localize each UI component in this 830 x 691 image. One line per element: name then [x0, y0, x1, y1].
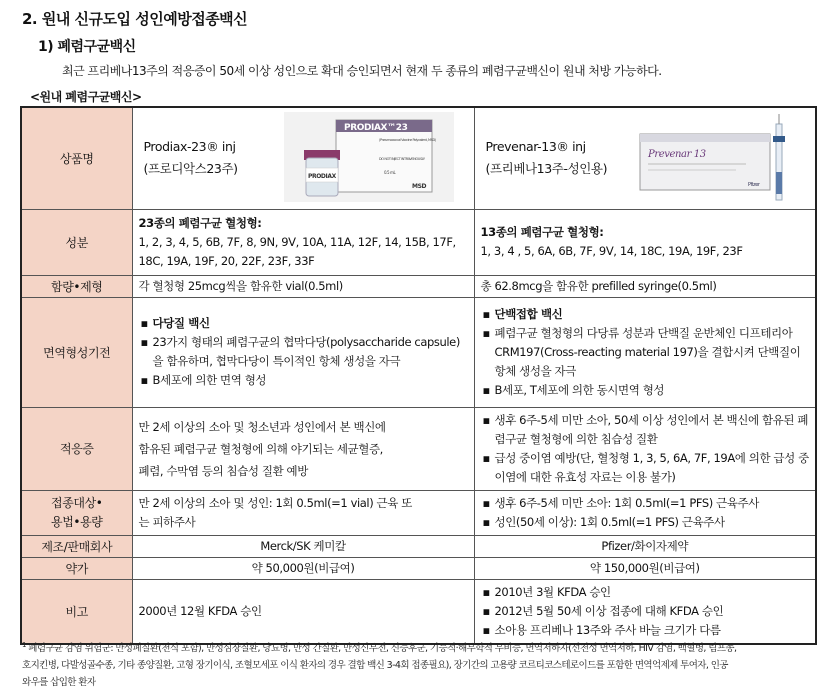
cell-prodiax-immunity — [132, 297, 474, 407]
row-immunity — [21, 297, 816, 407]
cell-prevenar-ingredient — [474, 209, 816, 275]
prodiax-box-brand: PRODIAX™23 — [343, 122, 407, 133]
row-target — [21, 490, 816, 535]
cell-prodiax-dosage: 각 혈청형 25mcg씩을 함유한 vial(0.5ml) — [132, 275, 474, 297]
prevenar-name: Prevenar-13® inj — [485, 139, 586, 155]
prodiax-target-line: 는 피하주사 — [138, 514, 196, 529]
label-indication: 적응증 — [21, 407, 132, 490]
subsection-heading: 1) 폐렴구균백신 — [38, 39, 136, 55]
prodiax-ingredient-line: 18C, 19A, 19F, 20, 22F, 23F, 33F — [138, 253, 315, 268]
list-item: ▪ 소아용 프리베나 13주와 주사 바늘 크기가 다름 — [481, 621, 810, 640]
cell-prodiax-price: 약 50,000원(비급여) — [132, 557, 474, 579]
prodiax-box-note: DO NOT INJECT INTRAVENOUSLY — [378, 156, 425, 161]
prevenar-box-brand: Prevenar 13 — [647, 148, 706, 160]
prodiax-vial-label: PRODIAX — [307, 172, 336, 180]
intro-paragraph: 최근 프리베나13주의 적응증이 50세 이상 성인으로 확대 승인되면서 현재 두 종류의 폐렴구균백신이 원내 처방 가능하다. — [62, 64, 662, 78]
list-item: ▪ 2010년 3월 KFDA 승인 — [481, 583, 810, 602]
table-caption: <원내 폐렴구균백신> — [30, 90, 142, 104]
cell-prevenar-maker: Pfizer/화이자제약 — [474, 535, 816, 557]
row-note — [21, 579, 816, 644]
cell-prodiax-maker: Merck/SK 케미칼 — [132, 535, 474, 557]
label-target — [21, 490, 132, 535]
list-item: ▪ 급성 중이염 예방(단, 혈청형 1, 3, 5, 6A, 7F, 19A에 의한 급성 중이염에 대한 유효성 자료는 이용 불가) — [481, 449, 810, 487]
row-ingredient — [21, 209, 816, 275]
cell-prevenar-price: 약 150,000원(비급여) — [474, 557, 816, 579]
prodiax-box-maker: MSD — [411, 182, 426, 190]
label-target-line1: 접종대상• — [51, 495, 103, 510]
cell-prodiax-ingredient — [132, 209, 474, 275]
cell-prevenar-indication — [474, 407, 816, 490]
list-item: ▪ 폐렴구균 혈청형의 다당류 성분과 단백질 운반체인 디프테리아 CRM197(Cross-reacting material 197)을 결합시켜 단백질이 항체 생성을 자극 — [481, 324, 810, 381]
prodiax-product-image — [284, 112, 454, 205]
section-heading: 2. 원내 신규도입 성인예방접종백신 — [22, 10, 248, 28]
list-item: ▪ 생후 6주-5세 미만 소아: 1회 0.5ml(=1 PFS) 근육주사 — [481, 494, 810, 513]
list-item: ▪ 2012년 5월 50세 이상 접종에 대해 KFDA 승인 — [481, 602, 810, 621]
cell-prodiax-product — [132, 107, 474, 209]
footnote-marker: 1 — [22, 641, 26, 649]
cell-prodiax-indication — [132, 407, 474, 490]
list-item: ▪ 성인(50세 이상): 1회 0.5ml(=1 PFS) 근육주사 — [481, 513, 810, 532]
footnote-line: 폐렴구균 감염 위험군: 만성폐질환(천식 포함), 만성심장질환, 당뇨병, 만성 간질환, 만성신부전, 신증후군, 기능적·해부학적 무비증, 면역저하자(선천성 면역저하, HIV 감염, 백혈병, 림프종, — [28, 643, 737, 655]
prodiax-name: Prodiax-23® inj — [143, 139, 236, 155]
cell-prodiax-target — [132, 490, 474, 535]
prevenar-korean-name: (프리베나13주-성인용) — [485, 161, 608, 177]
label-ingredient: 성분 — [21, 209, 132, 275]
list-item: ▪ 23가지 형태의 폐렴구균의 협막다당(polysaccharide capsule)을 함유하며, 협막다당이 특이적인 항체 생성을 자극 — [139, 333, 468, 371]
list-item: ▪ B세포, T세포에 의한 동시면역 형성 — [481, 381, 810, 400]
footnote-line: 와우를 삽입한 환자 — [22, 677, 96, 689]
label-dosage: 함량•제형 — [21, 275, 132, 297]
row-indication — [21, 407, 816, 490]
prodiax-indication-line: 만 2세 이상의 소아 및 청소년과 성인에서 본 백신에 — [138, 419, 386, 434]
list-item: ▪ B세포에 의한 면역 형성 — [139, 371, 468, 390]
prevenar-ingredient-line: 1, 3, 4 , 5, 6A, 6B, 7F, 9V, 14, 18C, 19A, 19F, 23F — [480, 244, 743, 258]
row-price — [21, 557, 816, 579]
prodiax-box-sub: (Pneumococcal Vaccine Polyvalent, MSD) — [378, 137, 436, 142]
row-maker — [21, 535, 816, 557]
list-item: ▪ 다당질 백신 — [139, 314, 468, 333]
vaccine-comparison-table — [20, 106, 817, 645]
prodiax-ingredient-title: 23종의 폐렴구균 혈청형: — [138, 215, 262, 230]
row-product — [21, 107, 816, 209]
prevenar-box-maker: Pfizer — [747, 181, 760, 188]
label-maker: 제조/판매회사 — [21, 535, 132, 557]
label-note: 비고 — [21, 579, 132, 644]
prevenar-product-image — [636, 112, 806, 205]
prodiax-indication-line: 함유된 폐렴구균 혈청형에 의해 야기되는 세균혈증, — [138, 441, 383, 456]
label-target-line2: 용법•용량 — [51, 514, 103, 529]
prodiax-indication-line: 폐렴, 수막염 등의 침습성 질환 예방 — [138, 463, 308, 478]
prevenar-ingredient-title: 13종의 폐렴구균 혈청형: — [480, 225, 604, 239]
prodiax-box-volume: 0.5 mL — [383, 169, 395, 175]
footnote — [22, 637, 812, 691]
cell-prodiax-note: 2000년 12월 KFDA 승인 — [132, 579, 474, 644]
list-item: ▪ 단백접합 백신 — [481, 305, 810, 324]
cell-prevenar-product — [474, 107, 816, 209]
footnote-line: 호지킨병, 다발성골수종, 기타 종양질환, 고형 장기이식, 조혈모세포 이식 환자의 경우 결합 백신 3-4회 접종필요), 장기간의 고용량 코르티코스테로이드를 포함한 면역억제제 투여자, 인공 — [22, 660, 728, 672]
cell-prevenar-dosage: 총 62.8mcg을 함유한 prefilled syringe(0.5ml) — [474, 275, 816, 297]
list-item: ▪ 생후 6주-5세 미만 소아, 50세 이상 성인에서 본 백신에 함유된 폐렴구균 혈청형에 의한 침습성 질환 — [481, 411, 810, 449]
label-product: 상품명 — [21, 107, 132, 209]
label-price: 약가 — [21, 557, 132, 579]
cell-prevenar-note — [474, 579, 816, 644]
cell-prevenar-target — [474, 490, 816, 535]
label-immunity: 면역형성기전 — [21, 297, 132, 407]
prodiax-ingredient-line: 1, 2, 3, 4, 5, 6B, 7F, 8, 9N, 9V, 10A, 11A, 12F, 14, 15B, 17F, — [138, 234, 456, 249]
prodiax-target-line: 만 2세 이상의 소아 및 성인: 1회 0.5ml(=1 vial) 근육 또 — [138, 495, 412, 510]
row-dosage — [21, 275, 816, 297]
cell-prevenar-immunity — [474, 297, 816, 407]
prodiax-korean-name: (프로디악스23주) — [143, 161, 238, 177]
